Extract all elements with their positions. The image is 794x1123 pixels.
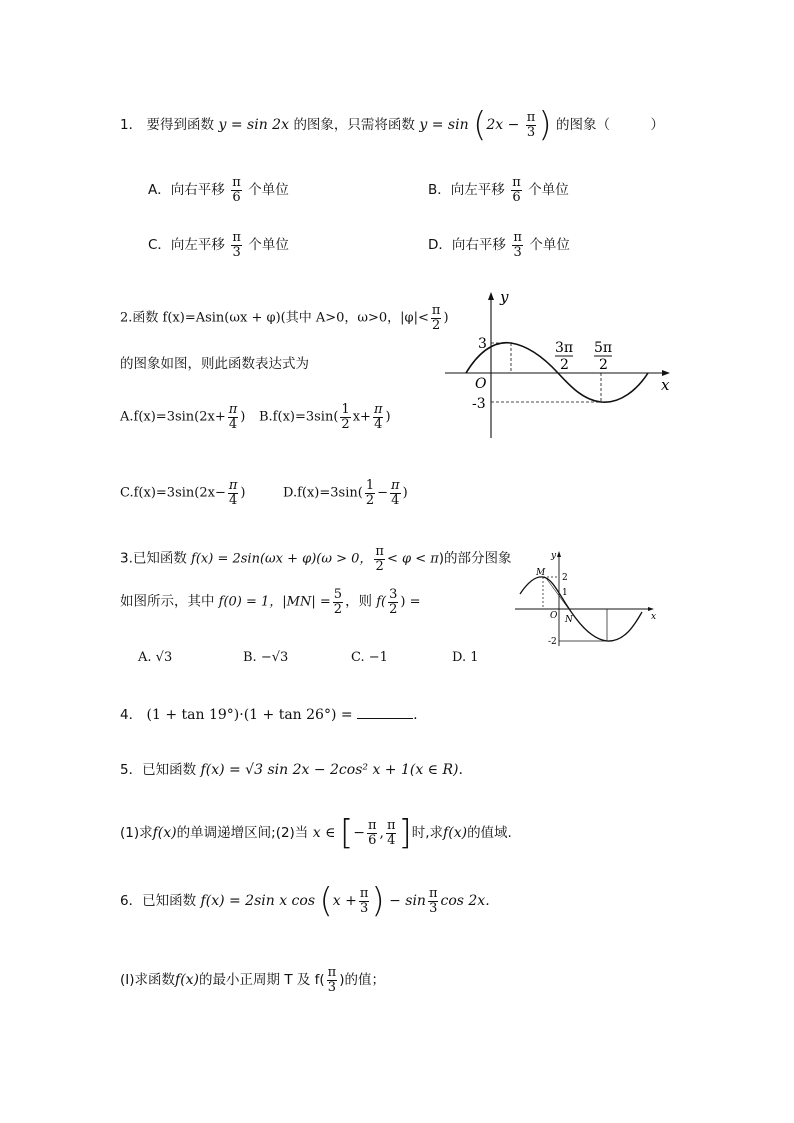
q1-func-1: y = sin 2x [218, 117, 289, 133]
q2-x-label: x [661, 376, 670, 394]
q3-option-c[interactable]: C. −1 [351, 650, 388, 665]
q2-option-b[interactable]: B.f(x)=3sin( $\frac{1}{2}$ x+ $\frac{\pi}{4}$ ) [259, 402, 391, 432]
q2-option-d[interactable]: D.f(x)=3sin( $\frac{1}{2}$ − $\frac{\pi}{4}$ ) [283, 478, 408, 508]
q1-number: 1． [120, 117, 143, 133]
q3-stem-line2: 如图所示，其中 f(0) = 1，|MN| = $\frac{5}{2}$ ，则 f( $\frac{3}{2}$ ) = [120, 587, 421, 617]
q2-tick-5pi2-num: 5π [594, 340, 613, 356]
q3-sine-graph [510, 548, 660, 650]
q6-stem: 6．已知函数 f(x) = 2sin x cos (x + $\frac{\pi}{3}$ ) − sin $\frac{\pi}{3}$ cos 2x. [120, 881, 490, 921]
q1-frac-pi-3: $\frac{\pi}{3}$ [526, 109, 536, 140]
q3-label-2: 2 [562, 573, 568, 583]
q1-text-1: 要得到函数 [146, 117, 215, 133]
q1-option-a[interactable]: A．向右平移 $\frac{\pi}{6}$ 个单位 [148, 175, 289, 205]
q1-option-d[interactable]: D．向右平移 $\frac{\pi}{3}$ 个单位 [428, 230, 570, 260]
q3-stem-line1: 3.已知函数 f(x) = 2sin(ωx + φ)(ω > 0， $\frac{\pi}{2}$ < φ < π)的部分图象 [120, 544, 512, 574]
q3-option-b[interactable]: B. −√3 [243, 650, 289, 665]
q4-expr: (1 + tan 19°)·(1 + tan 26°) = [146, 707, 353, 723]
q1-option-c[interactable]: C．向左平移 $\frac{\pi}{3}$ 个单位 [148, 230, 289, 260]
q2-tick-3pi2-num: 3π [555, 340, 574, 356]
q4-stem: 4． (1 + tan 19°)·(1 + tan 26°) = . [120, 707, 418, 723]
q2-y-arrow [488, 292, 494, 300]
q3-origin-label: O [550, 611, 558, 621]
q1-stem: 1． 要得到函数 y = sin 2x 的图象，只需将函数 y = sin (2x − $\frac{\pi}{3}$ ) 的图象（ ） [120, 105, 665, 145]
q5-parts: (1)求f(x)的单调递增区间;(2)当 x ∈ [− $\frac{\pi}{6}$ , $\frac{\pi}{4}$ ]时,求f(x)的值域. [120, 813, 512, 853]
q2-option-c[interactable]: C.f(x)=3sin(2x− $\frac{\pi}{4}$ ) [120, 478, 246, 508]
q1-func-2-arg: 2x − [486, 117, 520, 133]
q3-y-label: y [551, 551, 557, 561]
q3-m-label: M [536, 568, 546, 578]
q2-stem-line2: 的图象如图，则此函数表达式为 [120, 356, 309, 372]
q3-n-label: N [565, 615, 573, 625]
q6-part-1: (Ⅰ)求函数f(x)的最小正周期 T 及 f( $\frac{\pi}{3}$ )的值； [120, 965, 385, 995]
q2-tick-3pi2-den: 2 [560, 357, 569, 373]
q1-text-3: 的图象（ ） [556, 117, 665, 133]
q5-stem: 5．已知函数 f(x) = √3 sin 2x − 2cos² x + 1(x ∈ R). [120, 762, 463, 778]
q2-option-a[interactable]: A.f(x)=3sin(2x+ $\frac{\pi}{4}$ ) [120, 402, 246, 432]
q2-origin-label: O [475, 376, 487, 392]
q5-expr: f(x) = √3 sin 2x − 2cos² x + 1(x ∈ R) [200, 762, 459, 778]
q1-option-b[interactable]: B．向左平移 $\frac{\pi}{6}$ 个单位 [428, 175, 569, 205]
q4-answer-blank[interactable] [357, 706, 413, 719]
q3-label-neg2: -2 [548, 637, 557, 647]
q2-y-label: y [500, 288, 509, 306]
q2-sine-graph [440, 286, 680, 446]
q3-label-1: 1 [562, 588, 568, 598]
q1-func-2: y = sin [419, 117, 469, 133]
q3-x-label: x [651, 612, 657, 622]
q1-text-2: 的图象，只需将函数 [293, 117, 415, 133]
q2-tick-5pi2-den: 2 [599, 357, 608, 373]
q3-option-d[interactable]: D. 1 [452, 650, 479, 665]
q2-label-neg3: -3 [472, 396, 486, 412]
q2-label-3: 3 [478, 336, 487, 352]
q3-option-a[interactable]: A. √3 [138, 650, 173, 665]
q2-stem-line1: 2.函数 f(x)=Asin(ωx + φ)(其中 A>0，ω>0，|φ|< $\frac{\pi}{2}$ ) [120, 303, 449, 333]
